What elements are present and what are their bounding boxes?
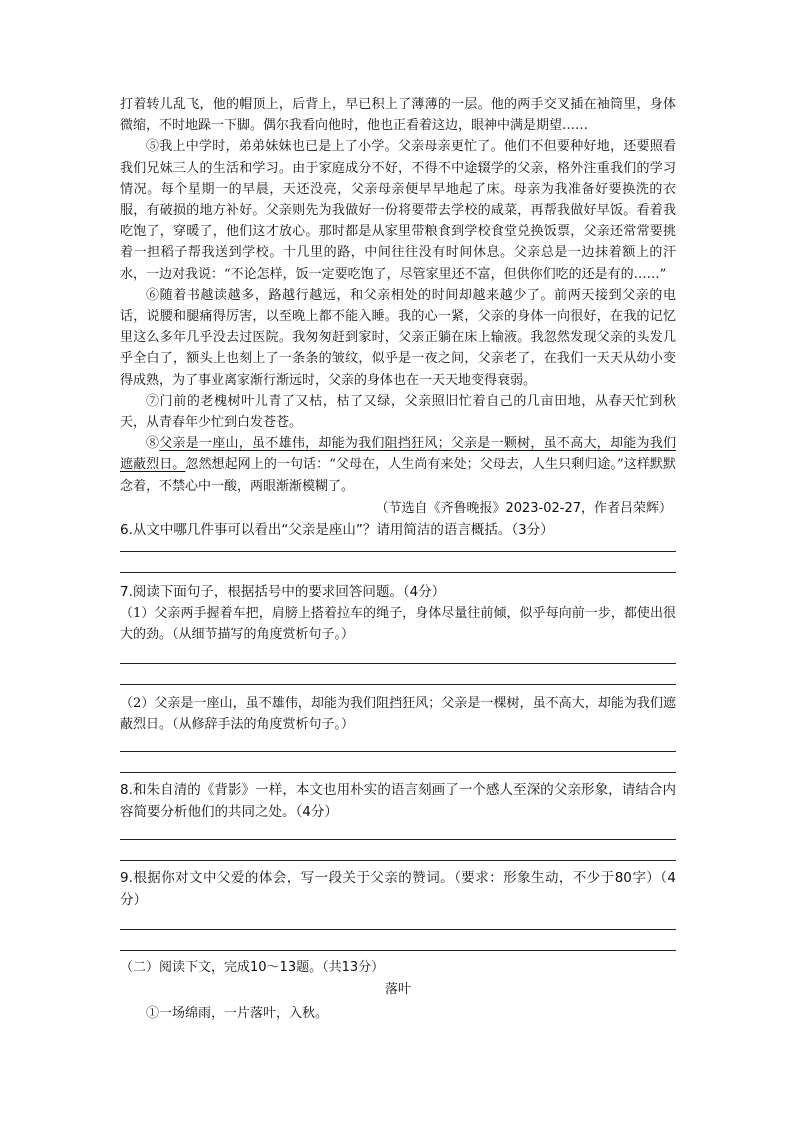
answer-line[interactable] bbox=[120, 551, 676, 552]
paragraph-8-number: ⑧ bbox=[146, 436, 160, 452]
question-8: 8.和朱自清的《背影》一样，本文也用朴实的语言刻画了一个感人至深的父亲形象，请结合内容简要分析他们的共同之处。（4分） bbox=[120, 781, 676, 820]
section-2-title: 落叶 bbox=[384, 981, 411, 997]
answer-line[interactable] bbox=[120, 950, 676, 951]
answer-line[interactable] bbox=[120, 839, 676, 840]
question-7-part-1-requirement: （从细节描写的角度赏析句子。） bbox=[172, 626, 355, 642]
question-9: 9.根据你对文中父爱的体会，写一段关于父亲的赞词。（要求：形象生动，不少于80字）（4分） bbox=[120, 869, 676, 908]
question-7-part-2-requirement: （从修辞手法的角度赏析句子。） bbox=[172, 716, 355, 732]
passage-paragraph-6: ⑥随着书越读越多，路越行越远，和父亲相处的时间却越来越少了。前两天接到父亲的电话，说腰和腿痛得厉害，以至晚上都不能入睡。我的心一紧，父亲的身体一向很好，在我的记忆里这么多年几乎没去过医院。我匆匆赶到家时，父亲正躺在床上输液。我忽然发现父亲的头发几乎全白了，额头上也刻上了一条条的皱纹，似乎是一夜之间，父亲老了，在我们一天天从幼小变得成熟，为了事业离家渐行渐远时，父亲的身体也在一天天地变得衰弱。 bbox=[120, 287, 676, 388]
answer-line[interactable] bbox=[120, 929, 676, 930]
section-2-paragraph-1: ①一场绵雨，一片落叶，入秋。 bbox=[146, 1005, 329, 1021]
paragraph-8-rest: 忽然想起网上的一句话：“父母在，人生尚有来处；父母去，人生只剩归途。”这样默默念着，不禁心中一酸，两眼渐渐模糊了。 bbox=[120, 457, 676, 494]
answer-line[interactable] bbox=[120, 663, 676, 664]
question-6: 6.从文中哪几件事可以看出“父亲是座山”？请用简洁的语言概括。（3分） bbox=[120, 521, 554, 538]
underlined-sentence: 父亲是一座山，虽不雄伟，却能为我们阻挡狂风；父亲是一颗树，虽不高大，却能为我们遮蔽烈日。 bbox=[120, 436, 676, 473]
passage-source: （节选自《齐鲁晚报》2023-02-27，作者吕荣辉） bbox=[375, 500, 672, 516]
passage-paragraph-7: ⑦门前的老槐树叶儿青了又枯，枯了又绿，父亲照旧忙着自己的几亩田地，从春天忙到秋天，从青春年少忙到白发苍苍。 bbox=[120, 393, 676, 431]
section-2-header: （二）阅读下文，完成10～13题。（共13分） bbox=[120, 959, 385, 975]
document-page bbox=[120, 94, 676, 1024]
answer-line[interactable] bbox=[120, 772, 676, 773]
question-7: 7.阅读下面句子，根据括号中的要求回答问题。（4分） bbox=[120, 583, 446, 600]
passage-paragraph-continued: 打着转儿乱飞，他的帽顶上，后背上，早已积上了薄薄的一层。他的两手交叉插在袖筒里，身体微缩，不时地跺一下脚。偶尔我看向他时，他也正看着这边，眼神中满是期望…… bbox=[120, 97, 676, 134]
answer-line[interactable] bbox=[120, 572, 676, 573]
answer-line[interactable] bbox=[120, 751, 676, 752]
answer-line[interactable] bbox=[120, 684, 676, 685]
question-7-part-2-text: （2）父亲是一座山，虽不雄伟，却能为我们阻挡狂风；父亲是一棵树，虽不高大，却能为我们遮蔽烈日。 bbox=[120, 695, 676, 732]
question-7-part-1-text: （1）父亲两手握着车把，肩膀上搭着拉车的绳子，身体尽量往前倾，似乎每向前一步，都使出很大的劲。 bbox=[120, 605, 676, 642]
passage-paragraph-5: ⑤我上中学时，弟弟妹妹也已是上了小学。父亲母亲更忙了。他们不但要种好地，还要照看我们兄妹三人的生活和学习。由于家庭成分不好，不得不中途辍学的父亲，格外注重我们的学习情况。每个星期一的早晨，天还没亮，父亲母亲便早早地起了床。母亲为我准备好要换洗的衣服，有破损的地方补好。父亲则先为我做好一份将要带去学校的咸菜，再帮我做好早饭。看着我吃饱了，穿暖了，他们这才放心。那时都是从家里带粮食到学校食堂兑换饭票，父亲还常常要挑着一担稻子帮我送到学校。十几里的路，中间往往没有时间休息。父亲总是一边抹着额上的汗水，一边对我说：“不论怎样，饭一定要吃饱了，尽管家里还不富，但供你们吃的还是有的……” bbox=[120, 139, 676, 282]
question-7-part-2 bbox=[120, 693, 676, 735]
passage-paragraph-8 bbox=[120, 433, 676, 497]
answer-line[interactable] bbox=[120, 860, 676, 861]
question-7-part-1 bbox=[120, 603, 676, 645]
